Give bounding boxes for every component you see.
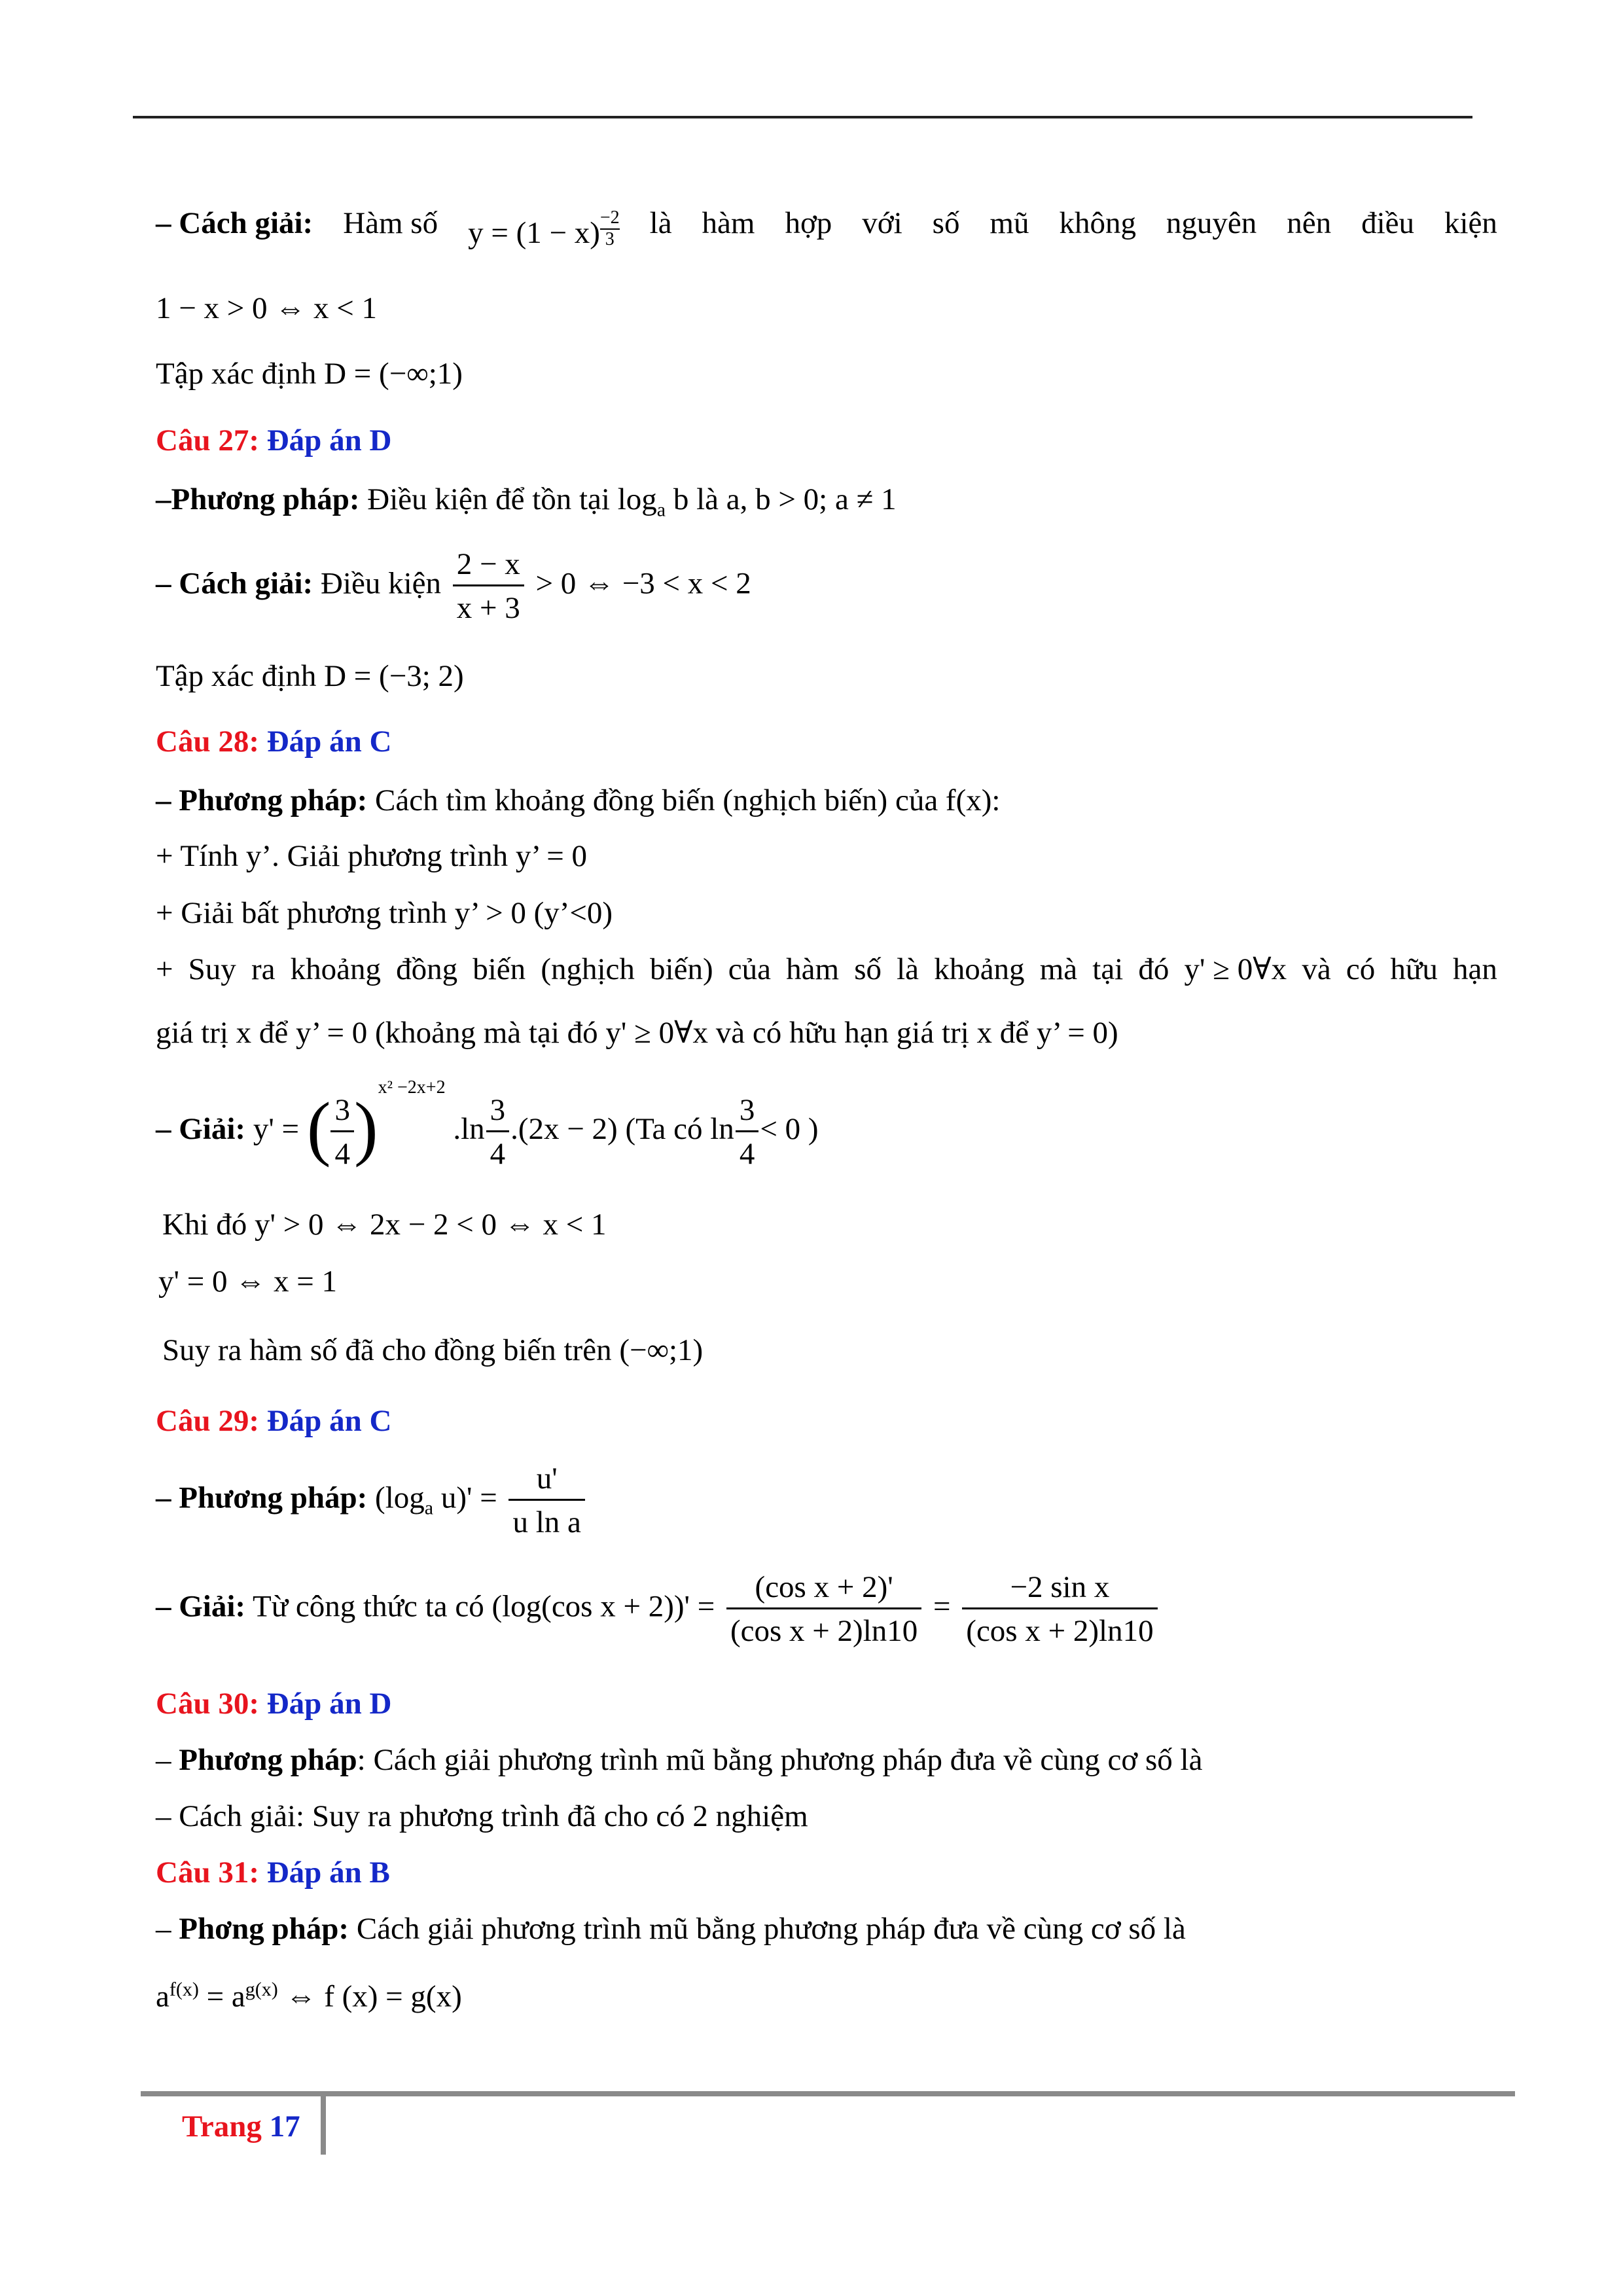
q28-step-3-cont: giá trị x để y’ = 0 (khoảng mà tại đó y' ≥ 0∀x và có hữu hạn giá trị x để y’ = 0) bbox=[156, 1016, 1118, 1050]
q28-heading: Câu 28: Đáp án C bbox=[156, 725, 392, 759]
exp-numerator: −2 bbox=[600, 208, 620, 230]
page-number: 17 bbox=[269, 2109, 300, 2144]
q28-step-3: + Suy ra khoảng đồng biến (nghịch biến) của hàm số là khoảng mà tại đó y' ≥ 0∀x và có hữu hạn bbox=[156, 952, 1497, 986]
q26-domain: Tập xác định D = (−∞;1) bbox=[156, 357, 463, 391]
q27-solution: – Cách giải: Điều kiện $\frac{2 - x}{x + 3}$ > 0 ⇔ −3 < x < 2 bbox=[156, 547, 751, 626]
q26-solution-line: – Cách giải: Hàm số y = (1 − x) $^{\frac{-2}{3}}$ là hàm hợp với số mũ không nguyên nên điều kiện bbox=[156, 206, 1497, 250]
q28-conclusion: Suy ra hàm số đã cho đồng biến trên (−∞;1) bbox=[162, 1333, 704, 1367]
q28-zero: y' = 0 ⇔ x = 1 bbox=[158, 1265, 337, 1299]
q31-method: – Phơng pháp: Cách giải phương trình mũ bằng phương pháp đưa về cùng cơ số là bbox=[156, 1912, 1186, 1946]
q27-domain: Tập xác định D = (−3; 2) bbox=[156, 659, 464, 693]
q26-solution-text: Hàm số bbox=[343, 206, 438, 240]
q29-heading: Câu 29: Đáp án C bbox=[156, 1404, 392, 1438]
q27-fraction: $\frac{2 - x}{x + 3}$ bbox=[453, 547, 524, 626]
q26-solution-label: – Cách giải: bbox=[156, 206, 313, 240]
q26-condition: 1 − x > 0 ⇔ x < 1 bbox=[156, 291, 378, 325]
q31-formula: $a^{f(x)} = a^{g(x)}$ ⇔ f (x) = g(x) bbox=[156, 1979, 462, 2014]
footer-rule bbox=[141, 2091, 1515, 2096]
q30-solution: – Cách giải: Suy ra phương trình đã cho có 2 nghiệm bbox=[156, 1799, 808, 1833]
q29-solution: – Giải: Từ công thức ta có (log(cos x + 2))' = $\frac{\text{(cos x + 2)'}}{\text{(cos x + 2)ln10}}$ = $\frac{\text{−2 sin x}}{\text{(cos x + 2)ln10}}$ bbox=[156, 1570, 1162, 1649]
q29-method: – Phương pháp: ($\log_a$ u)' = $\frac{u'}{\text{u ln a}}$ bbox=[156, 1461, 589, 1540]
q28-solution: – Giải: y' = ( $\frac{3}{4}$ )$^{x^2 -2x+2}$ .ln $\frac{3}{4}$ .(2x − 2) (Ta có ln $\frac{3}{4}$ < 0 ) bbox=[156, 1077, 819, 1171]
exp-denominator: 3 bbox=[605, 228, 615, 249]
q28-step-1: + Tính y’. Giải phương trình y’ = 0 bbox=[156, 839, 588, 873]
q27-heading: Câu 27: Đáp án D bbox=[156, 423, 392, 457]
q28-step-2: + Giải bất phương trình y’ > 0 (y’<0) bbox=[156, 896, 613, 930]
q30-heading: Câu 30: Đáp án D bbox=[156, 1687, 392, 1721]
q27-method: –Phương pháp: Điều kiện để tồn tại $\log_a b$ là a, b > 0; a ≠ 1 bbox=[156, 482, 897, 521]
q31-heading: Câu 31: Đáp án B bbox=[156, 1856, 390, 1890]
q28-method: – Phương pháp: Cách tìm khoảng đồng biến (nghịch biến) của f(x): bbox=[156, 783, 1001, 817]
footer-divider bbox=[321, 2094, 326, 2155]
footer-label: Trang bbox=[182, 2109, 262, 2144]
header-rule bbox=[133, 116, 1472, 118]
q30-method: – Phương pháp: Cách giải phương trình mũ bằng phương pháp đưa về cùng cơ số là bbox=[156, 1743, 1203, 1777]
q28-then: Khi đó y' > 0 ⇔ 2x − 2 < 0 ⇔ x < 1 bbox=[162, 1208, 607, 1242]
q26-function-expr: y = (1 − x) $^{\frac{-2}{3}}$ bbox=[468, 207, 620, 250]
page-footer bbox=[182, 2109, 300, 2144]
